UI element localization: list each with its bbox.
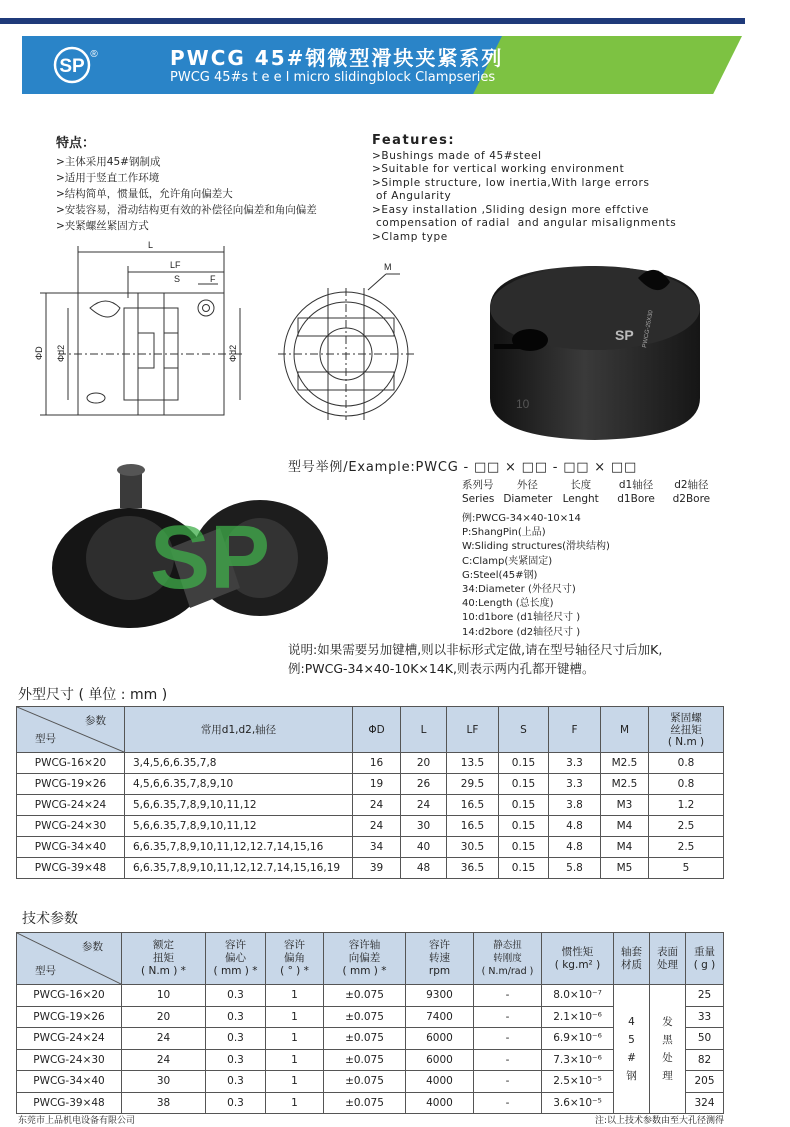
feature-en-item: >Easy installation ,Sliding design more effctive xyxy=(372,203,650,216)
value-cell: 24 xyxy=(353,816,401,837)
material-cell: 4 5 # 钢 xyxy=(614,985,650,1114)
value-cell: 20 xyxy=(401,753,447,774)
weight-cell: 82 xyxy=(686,1049,724,1071)
value-cell: ±0.075 xyxy=(324,1028,406,1050)
value-cell: 0.3 xyxy=(206,1049,266,1071)
dims-title: 外型尺寸 ( 单位 : mm ) xyxy=(18,687,168,703)
feature-cn-item: >安装容易，滑动结构更有效的补偿径向偏差和角向偏差 xyxy=(56,204,317,216)
value-cell: 2.5×10⁻⁵ xyxy=(542,1071,614,1093)
col-cn: d1轴径 xyxy=(618,479,654,491)
tech-header-cell: 容许 转速 rpm xyxy=(406,933,474,985)
weight-cell: 25 xyxy=(686,985,724,1007)
value-cell: 0.15 xyxy=(499,858,549,879)
weight-cell: 50 xyxy=(686,1028,724,1050)
example-line: C:Clamp(夹紧固定) xyxy=(462,555,553,567)
col-cn: 系列号 xyxy=(462,479,494,491)
value-cell: 24 xyxy=(122,1028,206,1050)
value-cell: 1 xyxy=(266,1092,324,1114)
feature-en-item: >Simple structure, low inertia,With large errors xyxy=(372,176,650,189)
value-cell: - xyxy=(474,1049,542,1071)
model-cell: PWCG-24×30 xyxy=(17,816,125,837)
example-line: 10:d1bore (d1轴径尺寸 ) xyxy=(462,612,581,624)
keyway-note xyxy=(288,640,662,678)
value-cell: 0.3 xyxy=(206,1006,266,1028)
coupling-photo xyxy=(470,248,720,448)
value-cell: ±0.075 xyxy=(324,1049,406,1071)
dims-header-cell: S xyxy=(499,707,549,753)
tech-header-row xyxy=(17,933,724,985)
value-cell: 0.3 xyxy=(206,1092,266,1114)
dims-header-cell: L xyxy=(401,707,447,753)
model-cell: PWCG-39×48 xyxy=(17,1092,122,1114)
value-cell: 26 xyxy=(401,774,447,795)
value-cell: 6000 xyxy=(406,1028,474,1050)
value-cell: 0.8 xyxy=(649,774,724,795)
tech-params-table xyxy=(16,932,724,1114)
tech-header-cell: 容许 偏角 ( ° ) * xyxy=(266,933,324,985)
value-cell: 40 xyxy=(401,837,447,858)
value-cell: M2.5 xyxy=(601,753,649,774)
tech-title: 技术参数 xyxy=(22,911,78,927)
value-cell: - xyxy=(474,985,542,1007)
value-cell: 0.3 xyxy=(206,1071,266,1093)
value-cell: 0.15 xyxy=(499,774,549,795)
top-rule xyxy=(0,18,745,24)
model-cell: PWCG-34×40 xyxy=(17,1071,122,1093)
value-cell: 6.9×10⁻⁶ xyxy=(542,1028,614,1050)
value-cell: ±0.075 xyxy=(324,1092,406,1114)
tech-header-cell: 容许 偏心 ( mm ) * xyxy=(206,933,266,985)
value-cell: 3,4,5,6,6.35,7,8 xyxy=(125,753,353,774)
value-cell: 7.3×10⁻⁶ xyxy=(542,1049,614,1071)
value-cell: 1 xyxy=(266,985,324,1007)
tech-header-cell: 静态扭 转刚度 ( N.m/rad ) xyxy=(474,933,542,985)
svg-text:S: S xyxy=(174,274,181,284)
svg-text:LF: LF xyxy=(170,260,181,270)
value-cell: 4000 xyxy=(406,1071,474,1093)
model-cell: PWCG-24×24 xyxy=(17,1028,122,1050)
dims-table-row xyxy=(17,795,724,816)
value-cell: 0.3 xyxy=(206,1028,266,1050)
features-cn-heading: 特点： xyxy=(56,136,96,151)
value-cell: 2.5 xyxy=(649,816,724,837)
svg-text:ΦD: ΦD xyxy=(34,346,44,360)
dims-header-cell: M xyxy=(601,707,649,753)
tech-header-cell: 重量 ( g ) xyxy=(686,933,724,985)
model-cell: PWCG-16×20 xyxy=(17,985,122,1007)
value-cell: 30 xyxy=(122,1071,206,1093)
value-cell: 1 xyxy=(266,1071,324,1093)
tech-corner-cell xyxy=(17,933,122,985)
value-cell: 36.5 xyxy=(447,858,499,879)
corner-top-label: 参数 xyxy=(82,941,103,953)
feature-en-item: >Bushings made of 45#steel xyxy=(372,149,542,162)
dims-header-cell: 常用d1,d2,轴径 xyxy=(125,707,353,753)
dims-corner-cell xyxy=(17,707,125,753)
value-cell: 24 xyxy=(122,1049,206,1071)
title-banner xyxy=(22,36,742,94)
value-cell: M4 xyxy=(601,816,649,837)
features-chinese xyxy=(56,136,317,234)
col-cn: d2轴径 xyxy=(674,479,709,491)
col-en: Diameter xyxy=(503,493,553,505)
value-cell: 3.6×10⁻⁵ xyxy=(542,1092,614,1114)
value-cell: 2.5 xyxy=(649,837,724,858)
tech-header-cell: 表面 处理 xyxy=(650,933,686,985)
value-cell: 20 xyxy=(122,1006,206,1028)
svg-text:SP: SP xyxy=(615,327,634,343)
corner-bottom-label: 型号 xyxy=(35,965,56,977)
weight-cell: 205 xyxy=(686,1071,724,1093)
col-cn: 长度 xyxy=(570,479,592,491)
value-cell: 1 xyxy=(266,1006,324,1028)
model-cell: PWCG-34×40 xyxy=(17,837,125,858)
dims-header-row xyxy=(17,707,724,753)
tech-header-cell: 额定 扭矩 ( N.m ) * xyxy=(122,933,206,985)
dims-header-cell: 紧固螺 丝扭矩 ( N.m ) xyxy=(649,707,724,753)
example-line: 例:PWCG-34×40-10×14 xyxy=(462,513,581,524)
value-cell: 3.8 xyxy=(549,795,601,816)
value-cell: 39 xyxy=(353,858,401,879)
features-en-heading: Features: xyxy=(372,133,456,148)
note-line: 说明:如果需要另加键槽,则以非标形式定做,请在型号轴径尺寸后加K, xyxy=(288,642,663,657)
svg-text:M: M xyxy=(384,262,392,272)
value-cell: 4.8 xyxy=(549,837,601,858)
example-line: G:Steel(45#钢) xyxy=(462,569,538,581)
value-cell: 13.5 xyxy=(447,753,499,774)
tech-header-cell: 轴套 材质 xyxy=(614,933,650,985)
corner-bottom-label: 型号 xyxy=(35,733,56,745)
footnote: 注:以上技术参数由至大孔径测得 xyxy=(594,1116,724,1126)
sp-logo-icon xyxy=(50,43,102,87)
value-cell: 48 xyxy=(401,858,447,879)
svg-text:F: F xyxy=(210,274,216,284)
model-cell: PWCG-24×30 xyxy=(17,1049,122,1071)
company-name: 东莞市上品机电设备有限公司 xyxy=(18,1116,136,1126)
example-line: 40:Length (总长度) xyxy=(462,598,554,610)
value-cell: 16.5 xyxy=(447,795,499,816)
value-cell: 16.5 xyxy=(447,816,499,837)
value-cell: 8.0×10⁻⁷ xyxy=(542,985,614,1007)
value-cell: 1.2 xyxy=(649,795,724,816)
value-cell: M3 xyxy=(601,795,649,816)
value-cell: 2.1×10⁻⁶ xyxy=(542,1006,614,1028)
dimensions-table xyxy=(16,706,724,879)
dims-header-cell: F xyxy=(549,707,601,753)
tech-header-cell: 容许轴 向偏差 ( mm ) * xyxy=(324,933,406,985)
title-chinese: PWCG 45#钢微型滑块夹紧系列 xyxy=(170,46,504,70)
features-english xyxy=(372,134,676,244)
surface-cell: 发 黑 处 理 xyxy=(650,985,686,1114)
weight-cell: 33 xyxy=(686,1006,724,1028)
value-cell: 38 xyxy=(122,1092,206,1114)
note-line: 例:PWCG-34×40-10K×14K,则表示两内孔都开键槽。 xyxy=(288,661,595,676)
value-cell: 24 xyxy=(353,795,401,816)
value-cell: M5 xyxy=(601,858,649,879)
feature-cn-item: >夹紧螺丝紧固方式 xyxy=(56,220,149,232)
svg-text:PWCG-25X30: PWCG-25X30 xyxy=(642,309,655,349)
col-en: d2Bore xyxy=(672,493,711,505)
value-cell: - xyxy=(474,1071,542,1093)
svg-text:SP: SP xyxy=(150,508,271,608)
weight-cell: 324 xyxy=(686,1092,724,1114)
feature-cn-item: >主体采用45#钢制成 xyxy=(56,156,161,168)
value-cell: 6,6.35,7,8,9,10,11,12,12.7,14,15,16 xyxy=(125,837,353,858)
value-cell: 10 xyxy=(122,985,206,1007)
col-en: d1Bore xyxy=(617,493,655,505)
value-cell: 5 xyxy=(649,858,724,879)
value-cell: 24 xyxy=(401,795,447,816)
model-cell: PWCG-24×24 xyxy=(17,795,125,816)
value-cell: 1 xyxy=(266,1028,324,1050)
value-cell: ±0.075 xyxy=(324,1006,406,1028)
dims-table-row xyxy=(17,753,724,774)
dims-table-row xyxy=(17,774,724,795)
col-en: Series xyxy=(462,493,495,505)
value-cell: M2.5 xyxy=(601,774,649,795)
value-cell: 30.5 xyxy=(447,837,499,858)
model-cell: PWCG-19×26 xyxy=(17,1006,122,1028)
dims-header-cell: LF xyxy=(447,707,499,753)
tech-header-cell: 惯性矩 ( kg.m² ) xyxy=(542,933,614,985)
exploded-coupling-photo xyxy=(40,458,340,638)
value-cell: 30 xyxy=(401,816,447,837)
value-cell: 19 xyxy=(353,774,401,795)
value-cell: 5,6,6.35,7,8,9,10,11,12 xyxy=(125,795,353,816)
value-cell: - xyxy=(474,1028,542,1050)
value-cell: 34 xyxy=(353,837,401,858)
example-heading: 型号举例/Example:PWCG - □□ × □□ - □□ × □□ xyxy=(288,460,638,475)
value-cell: 4,5,6,6.35,7,8,9,10 xyxy=(125,774,353,795)
feature-cn-item: >适用于竖直工作环境 xyxy=(56,172,160,184)
model-cell: PWCG-39×48 xyxy=(17,858,125,879)
value-cell: 0.3 xyxy=(206,985,266,1007)
value-cell: 16 xyxy=(353,753,401,774)
value-cell: - xyxy=(474,1092,542,1114)
value-cell: 0.15 xyxy=(499,837,549,858)
technical-drawing xyxy=(28,238,438,428)
tech-table-row xyxy=(17,985,724,1007)
value-cell: 5.8 xyxy=(549,858,601,879)
dims-table-row xyxy=(17,858,724,879)
value-cell: 0.15 xyxy=(499,816,549,837)
title-english: PWCG 45#s t e e l micro slidingblock Clampseries xyxy=(170,70,496,85)
value-cell: 4000 xyxy=(406,1092,474,1114)
value-cell: 4.8 xyxy=(549,816,601,837)
svg-text:L: L xyxy=(148,240,154,250)
value-cell: 29.5 xyxy=(447,774,499,795)
feature-en-item: >Suitable for vertical working environment xyxy=(372,163,625,175)
value-cell: 0.8 xyxy=(649,753,724,774)
example-lines xyxy=(462,512,610,640)
feature-en-item: of Angularity xyxy=(372,190,452,202)
model-cell: PWCG-16×20 xyxy=(17,753,125,774)
svg-text:SP: SP xyxy=(59,56,85,77)
example-line: 34:Diameter (外径尺寸) xyxy=(462,584,576,596)
value-cell: 7400 xyxy=(406,1006,474,1028)
feature-en-item: compensation of radial and angular misalignments xyxy=(372,217,677,229)
example-columns xyxy=(462,478,717,506)
value-cell: 1 xyxy=(266,1049,324,1071)
example-section xyxy=(288,456,711,638)
dims-table-row xyxy=(17,837,724,858)
svg-text:Φd2: Φd2 xyxy=(228,344,238,362)
col-cn: 外径 xyxy=(516,479,538,491)
example-line: P:ShangPin(上品) xyxy=(462,527,546,539)
example-line: 14:d2bore (d2轴径尺寸 ) xyxy=(462,626,581,638)
value-cell: 6,6.35,7,8,9,10,11,12,12.7,14,15,16,19 xyxy=(125,858,353,879)
corner-top-label: 参数 xyxy=(85,715,106,727)
value-cell: ±0.075 xyxy=(324,985,406,1007)
example-line: W:Sliding structures(滑块结构) xyxy=(462,541,610,553)
model-cell: PWCG-19×26 xyxy=(17,774,125,795)
value-cell: 3.3 xyxy=(549,753,601,774)
svg-text:10: 10 xyxy=(516,397,530,411)
value-cell: 0.15 xyxy=(499,753,549,774)
value-cell: M4 xyxy=(601,837,649,858)
value-cell: - xyxy=(474,1006,542,1028)
feature-en-item: >Clamp type xyxy=(372,230,448,243)
value-cell: 0.15 xyxy=(499,795,549,816)
value-cell: 5,6,6.35,7,8,9,10,11,12 xyxy=(125,816,353,837)
svg-text:Φd2: Φd2 xyxy=(56,344,66,362)
value-cell: ±0.075 xyxy=(324,1071,406,1093)
dims-table-row xyxy=(17,816,724,837)
col-en: Lenght xyxy=(562,493,599,505)
svg-text:®: ® xyxy=(90,49,98,60)
value-cell: 6000 xyxy=(406,1049,474,1071)
dims-header-cell: ΦD xyxy=(353,707,401,753)
feature-cn-item: >结构简单，惯量低，允许角向偏差大 xyxy=(56,188,233,200)
value-cell: 9300 xyxy=(406,985,474,1007)
value-cell: 3.3 xyxy=(549,774,601,795)
